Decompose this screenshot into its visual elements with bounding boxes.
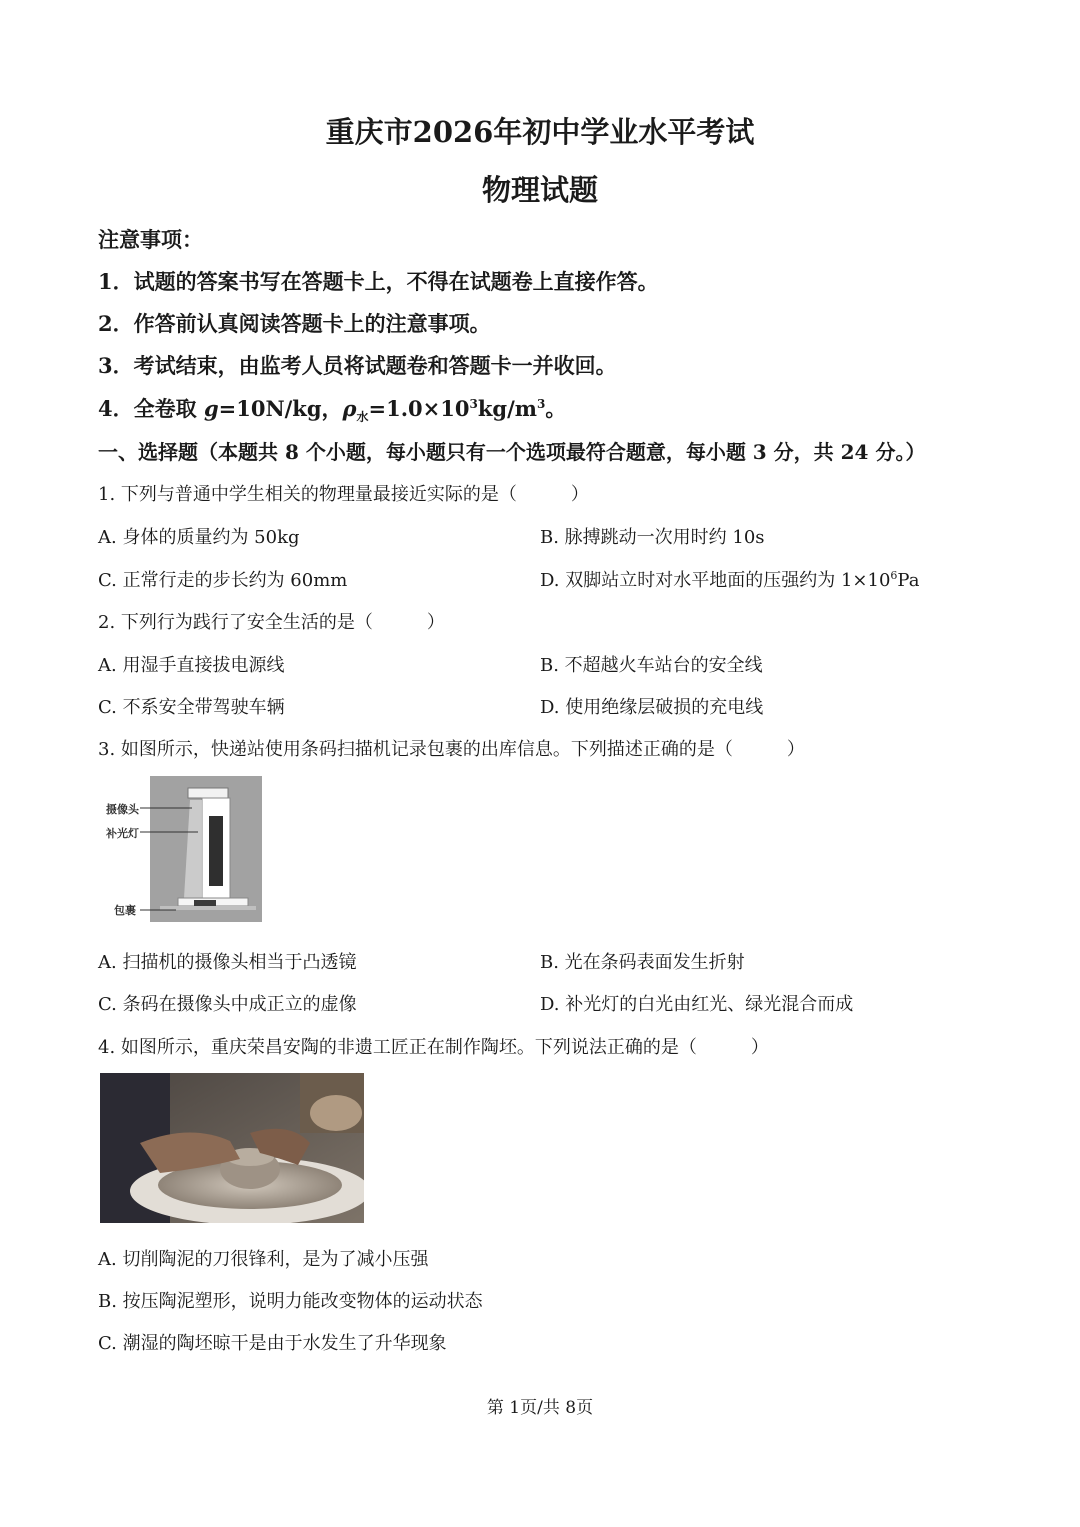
- question-1-option-c: C. 正常行走的步长约为 60mm: [98, 570, 348, 591]
- question-1-option-d-exponent: 6: [890, 569, 898, 582]
- question-3-option-b: B. 光在条码表面发生折射: [540, 952, 745, 973]
- question-4-option-b: B. 按压陶泥塑形，说明力能改变物体的运动状态: [98, 1291, 483, 1312]
- question-2-option-c: C. 不系安全带驾驶车辆: [98, 697, 285, 718]
- density-subscript: 水: [356, 410, 369, 425]
- question-1-stem: 1. 下列与普通中学生相关的物理量最接近实际的是（ ）: [98, 484, 589, 505]
- density-value: =1.0×10: [368, 396, 470, 421]
- question-4-stem: 4. 如图所示，重庆荣昌安陶的非遗工匠正在制作陶坯。下列说法正确的是（ ）: [98, 1037, 769, 1058]
- exam-subject: 物理试题: [481, 173, 598, 207]
- note-item-2: 2．作答前认真阅读答题卡上的注意事项。: [98, 311, 491, 336]
- question-3-option-d: D. 补光灯的白光由红光、绿光混合而成: [540, 994, 854, 1015]
- note-item-4-prefix: 4．全卷取: [98, 396, 204, 421]
- figure-leader-lines: [140, 800, 200, 920]
- note-item-3: 3．考试结束，由监考人员将试题卷和答题卡一并收回。: [98, 353, 617, 378]
- question-1-option-b: B. 脉搏跳动一次用时约 10s: [540, 527, 765, 548]
- density-exponent: 3: [469, 397, 478, 411]
- question-1-option-a: A. 身体的质量约为 50kg: [98, 527, 300, 548]
- density-unit: kg/m: [477, 396, 537, 421]
- fill-light-label: 补光灯: [106, 827, 139, 840]
- note-item-1: 1．试题的答案书写在答题卡上，不得在试题卷上直接作答。: [98, 269, 659, 294]
- notes-heading: 注意事项：: [98, 227, 203, 252]
- question-4-option-c: C. 潮湿的陶坯晾干是由于水发生了升华现象: [98, 1333, 447, 1354]
- density-symbol: ρ: [342, 396, 357, 421]
- gravity-symbol: g: [203, 396, 219, 421]
- question-3-option-c: C. 条码在摄像头中成正立的虚像: [98, 994, 357, 1015]
- question-2-stem: 2. 下列行为践行了安全生活的是（ ）: [98, 612, 445, 633]
- package-label: 包裹: [114, 904, 136, 917]
- pottery-illustration: [100, 1073, 364, 1223]
- gravity-value: =10N/kg，: [218, 396, 343, 421]
- section-heading: 一、选择题（本题共 8 个小题，每小题只有一个选项最符合题意，每小题 3 分，共 24 分。）: [98, 440, 926, 464]
- question-2-option-d: D. 使用绝缘层破损的充电线: [540, 697, 764, 718]
- question-2-option-a: A. 用湿手直接拔电源线: [98, 655, 285, 676]
- page-number: 第 1页/共 8页: [486, 1398, 594, 1418]
- question-4-option-a: A. 切削陶泥的刀很锋利，是为了减小压强: [98, 1249, 429, 1270]
- exam-title: 重庆市2026年初中学业水平考试: [325, 115, 755, 149]
- question-1-option-d-unit: Pa: [897, 570, 920, 591]
- question-2-option-b: B. 不超越火车站台的安全线: [540, 655, 763, 676]
- note-item-4-end: 。: [545, 396, 567, 421]
- question-3-option-a: A. 扫描机的摄像头相当于凸透镜: [98, 952, 357, 973]
- question-3-stem: 3. 如图所示，快递站使用条码扫描机记录包裹的出库信息。下列描述正确的是（ ）: [98, 739, 805, 760]
- note-item-4: [98, 393, 566, 425]
- density-unit-exponent: 3: [536, 397, 546, 411]
- question-1-option-d: [540, 566, 919, 592]
- pottery-photo: [100, 1073, 364, 1223]
- camera-label: 摄像头: [106, 803, 139, 816]
- question-1-option-d-text: D. 双脚站立时对水平地面的压强约为 1×10: [540, 570, 891, 591]
